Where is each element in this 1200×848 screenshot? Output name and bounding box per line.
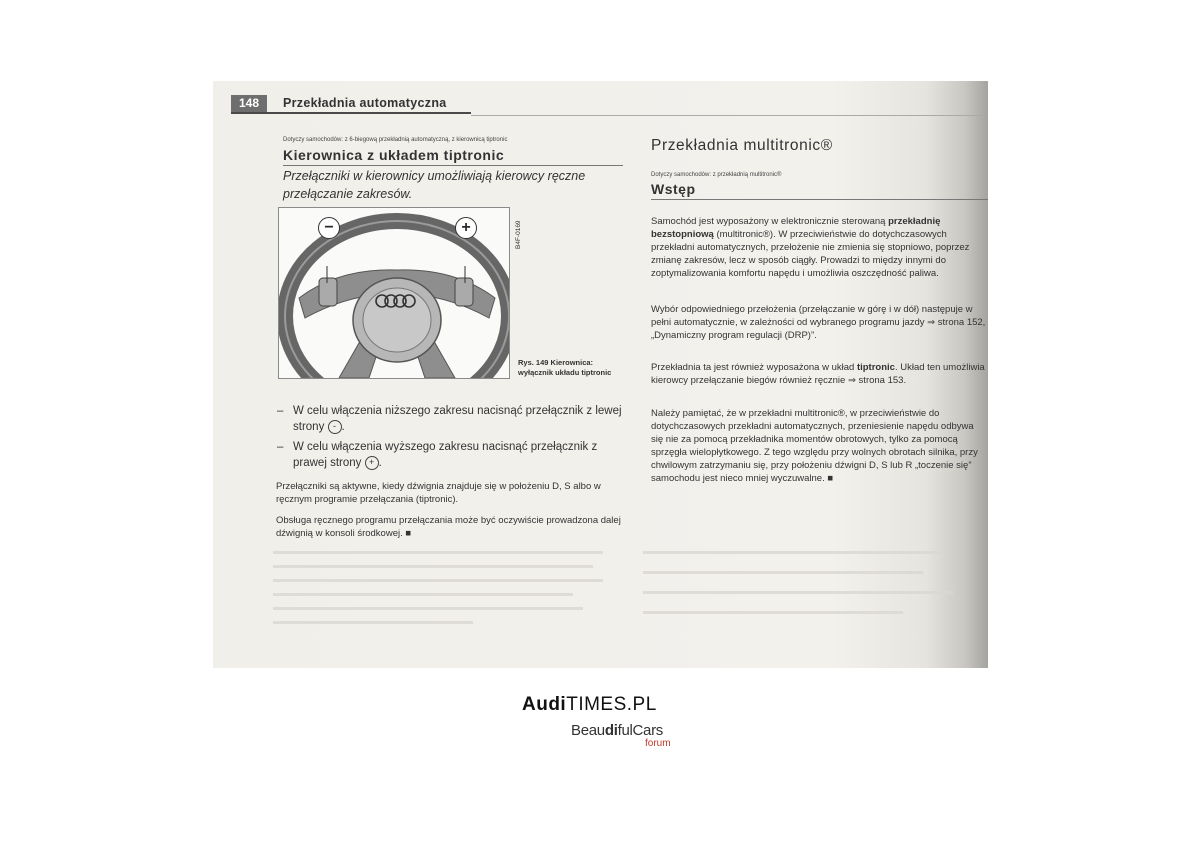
minus-circle-icon: - (328, 420, 342, 434)
bullet-upshift: – W celu włączenia wyższego zakresu nacisnąć przełącznik z prawej strony + . (277, 441, 598, 469)
applies-note-right: Dotyczy samochodów: z przekładnią multitronic® (651, 172, 782, 178)
applies-note-left: Dotyczy samochodów: z 6-biegową przekładnią automatyczną, z kierownicą tiptronic (283, 137, 508, 143)
bullet-downshift-text: W celu włączenia niższego zakresu nacisnąć przełącznik z lewej strony (293, 405, 622, 433)
lead-text: Przełączniki w kierownicy umożliwiają kierowcy ręczne przełączanie zakresów. (283, 169, 586, 201)
forum-label: forum (645, 738, 671, 749)
audi-times-logo: AudiTIMES.PL (522, 694, 657, 715)
plus-circle-icon: + (365, 456, 379, 470)
header-rule (231, 112, 471, 114)
paragraph-switches-active: Przełączniki są aktywne, kiedy dźwignia znajduje się w położeniu D, S albo w ręcznym programie przełączania (tiptronic). (276, 481, 601, 505)
page-header (231, 95, 988, 109)
paragraph-manual-program: Obsługa ręcznego programu przełączania może być oczywiście prowadzona dalej dźwignią w konsoli środkowej. ■ (276, 515, 621, 539)
paragraph-cvt-intro: Samochód jest wyposażony w elektronicznie sterowaną przekładnię bezstopniową (multitronic®). W przeciwieństwie do dotychczasowych przekładni automatycznych, przełożenie nie zmienia się stopniowo, poprzez zmianę zakresów, lecz w sposób ciągły. Prowadzi to między innymi do zoptymalizowania komfortu napędu i umożliwia oszczędność paliwa. (651, 216, 970, 279)
header-rule-thin (471, 115, 988, 116)
plus-paddle-icon: + (455, 217, 477, 239)
beaudifulcars-logo: BeaudifulCars (571, 722, 663, 739)
caption-text: Kierownica: wyłącznik układu tiptronic (518, 358, 612, 377)
bullet-upshift-text: W celu włączenia wyższego zakresu nacisnąć przełącznik z prawej strony (293, 441, 598, 469)
steering-wheel-figure (278, 207, 510, 379)
section-rule-left (283, 165, 623, 166)
minus-paddle-icon: − (318, 217, 340, 239)
page-number: 148 (231, 95, 267, 112)
paragraph-clutch: Należy pamiętać, że w przekładni multitronic®, w przeciwieństwie do dotychczasowych przekładni automatycznych, przeniesienie napędu odbywa się nie za pomocą przekładnika momentów obrotowych, tylko za pomocą sprzęgła wielopłytkowego. Z tego względu przy wolnych obrotach silnika, przy chwilowym zatrzymaniu się, przy położeniu dźwigni D, S lub R „toczenie się” samochodu jest nieco mniej wyczuwalne. ■ (651, 408, 978, 484)
section-heading-intro: Wstęp (651, 181, 696, 197)
section-title-multitronic: Przekładnia multitronic® (651, 137, 833, 154)
caption-label: Rys. 149 (518, 358, 549, 367)
bullet-downshift: – W celu włączenia niższego zakresu nacisnąć przełącznik z lewej strony - . (277, 405, 622, 433)
figure-caption (518, 358, 623, 377)
figure-code: B4F-0169 (515, 220, 522, 249)
scanned-page (213, 81, 988, 668)
section-heading-tiptronic: Kierownica z układem tiptronic (283, 147, 505, 163)
paragraph-ratio-selection: Wybór odpowiedniego przełożenia (przełączanie w górę i w dół) następuje w pełni automatycznie, w zależności od wybranego programu jazdy ⇒ strona 152, „Dynamiczny program regulacji (DRP)”. (651, 304, 986, 341)
chapter-title: Przekładnia automatyczna (283, 96, 447, 110)
paragraph-tiptronic: Przekładnia ta jest również wyposażona w układ tiptronic. Układ ten umożliwia kierowcy przełączanie biegów również ręcznie ⇒ strona 153. (651, 362, 985, 386)
section-rule-right (651, 199, 988, 200)
